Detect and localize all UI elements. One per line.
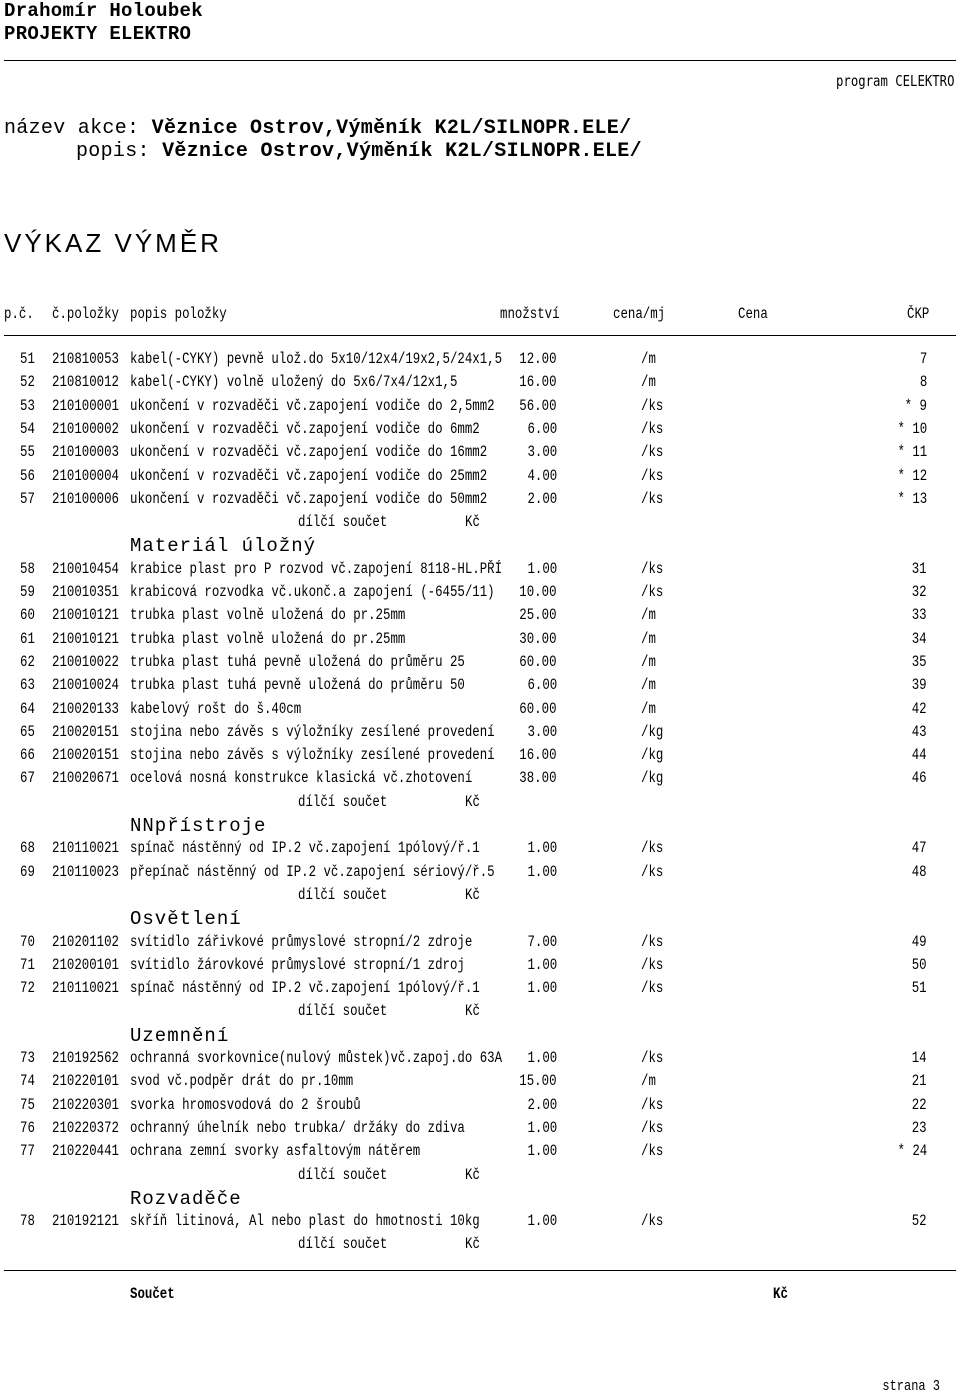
row-description: trubka plast volně uložená do pr.25mm <box>130 606 406 625</box>
row-code: 210010351 <box>52 583 119 601</box>
row-pc: 70 <box>20 932 35 951</box>
row-ckp: * 9 <box>904 396 927 415</box>
row-description: ukončení v rozvaděči vč.zapojení vodiče do 50mm2 <box>130 489 488 508</box>
row-ckp: 34 <box>912 629 927 648</box>
row-ckp: 33 <box>912 606 927 625</box>
row-description: ochranná svorkovnice(nulový můstek)vč.zapoj.do 63A <box>130 1049 503 1067</box>
row-description: kabel(-CYKY) pevně ulož.do 5x10/12x4/19x2,5/24x1,5 <box>130 350 503 368</box>
col-cena: Cena <box>738 305 768 323</box>
row-code: 210810012 <box>52 373 119 392</box>
row-description: svítidlo zářivkové průmyslové stropní/2 zdroje <box>130 932 473 951</box>
row-ckp: 48 <box>912 862 927 881</box>
row-pc: 65 <box>20 722 35 741</box>
nazev-akce-label: název akce: <box>4 117 140 140</box>
col-cislo: č.položky <box>52 305 119 323</box>
row-quantity: 38.00 <box>519 769 557 788</box>
row-pc: 53 <box>20 396 35 415</box>
row-pc: 52 <box>20 373 35 392</box>
row-code: 210100006 <box>52 489 119 508</box>
row-description: krabicová rozvodka vč.ukonč.a zapojení (-6455/11) <box>130 583 495 601</box>
subtotal-label: dílčí součet <box>298 1002 388 1021</box>
row-quantity: 7.00 <box>527 932 557 951</box>
row-ckp: 39 <box>912 676 927 695</box>
row-code: 210010022 <box>52 652 119 671</box>
row-quantity: 1.00 <box>527 979 557 998</box>
section-heading: Uzemnění <box>130 1024 230 1047</box>
row-code: 210110021 <box>52 979 119 998</box>
row-description: spínač nástěnný od IP.2 vč.zapojení 1pólový/ř.1 <box>130 839 480 858</box>
row-pc: 69 <box>20 862 35 881</box>
row-pc: 72 <box>20 979 35 998</box>
row-pc: 62 <box>20 652 35 671</box>
row-code: 210100003 <box>52 443 119 462</box>
row-code: 210220372 <box>52 1118 119 1137</box>
col-pc: p.č. <box>4 305 34 323</box>
row-description: ukončení v rozvaděči vč.zapojení vodiče do 25mm2 <box>130 466 488 485</box>
row-unit: /ks <box>641 862 664 881</box>
nazev-akce-line <box>4 117 631 140</box>
row-unit: /ks <box>641 979 664 998</box>
popis-line <box>4 140 642 163</box>
row-pc: 68 <box>20 839 35 858</box>
row-code: 210192562 <box>52 1049 119 1067</box>
subtotal-currency: Kč <box>465 513 480 532</box>
row-ckp: 32 <box>912 583 927 601</box>
row-quantity: 10.00 <box>519 583 557 601</box>
row-unit: /m <box>641 350 656 368</box>
popis-value: Věznice Ostrov,Výměník K2L/SILNOPR.ELE/ <box>162 140 642 163</box>
row-pc: 63 <box>20 676 35 695</box>
row-description: stojina nebo závěs s výložníky zesílené provedení <box>130 722 495 741</box>
row-description: ochrana zemní svorky asfaltovým nátěrem <box>130 1142 421 1161</box>
subtotal-currency: Kč <box>465 792 480 811</box>
row-quantity: 12.00 <box>519 350 557 368</box>
row-ckp: * 24 <box>897 1142 927 1161</box>
row-description: přepínač nástěnný od IP.2 vč.zapojení sériový/ř.5 <box>130 862 495 881</box>
row-quantity: 1.00 <box>527 1049 557 1067</box>
row-quantity: 4.00 <box>527 466 557 485</box>
row-unit: /m <box>641 606 656 625</box>
row-code: 210020671 <box>52 769 119 788</box>
row-quantity: 2.00 <box>527 489 557 508</box>
row-description: kabelový rošt do š.40cm <box>130 699 302 718</box>
row-quantity: 1.00 <box>527 862 557 881</box>
row-unit: /ks <box>641 419 664 438</box>
col-ckp: ČKP <box>907 305 930 323</box>
row-pc: 66 <box>20 746 35 765</box>
row-pc: 59 <box>20 583 35 601</box>
row-quantity: 30.00 <box>519 629 557 648</box>
row-description: krabice plast pro P rozvod vč.zapojení 8118-HL.PŘÍ <box>130 559 503 578</box>
row-code: 210110023 <box>52 862 119 881</box>
row-unit: /m <box>641 676 656 695</box>
row-description: trubka plast tuhá pevně uložená do průměru 50 <box>130 676 465 695</box>
company-name: PROJEKTY ELEKTRO <box>4 23 192 45</box>
row-ckp: 8 <box>919 373 927 392</box>
row-quantity: 56.00 <box>519 396 557 415</box>
row-quantity: 60.00 <box>519 652 557 671</box>
row-unit: /ks <box>641 1049 664 1067</box>
subtotal-label: dílčí součet <box>298 792 388 811</box>
section-heading: NNpřístroje <box>130 815 267 837</box>
row-unit: /ks <box>641 396 664 415</box>
section-heading: Materiál úložný <box>130 535 317 558</box>
row-unit: /ks <box>641 932 664 951</box>
col-mnozstvi: množství <box>500 305 560 323</box>
row-description: ukončení v rozvaděči vč.zapojení vodiče do 2,5mm2 <box>130 396 495 415</box>
total-currency: Kč <box>773 1285 788 1303</box>
row-code: 210810053 <box>52 350 119 368</box>
row-pc: 54 <box>20 419 35 438</box>
row-pc: 78 <box>20 1212 35 1231</box>
row-code: 210220441 <box>52 1142 119 1161</box>
row-ckp: 7 <box>919 350 927 368</box>
row-pc: 64 <box>20 699 35 718</box>
row-code: 210020151 <box>52 722 119 741</box>
row-code: 210100002 <box>52 419 119 438</box>
row-code: 210192121 <box>52 1212 119 1231</box>
row-pc: 77 <box>20 1142 35 1161</box>
row-description: trubka plast volně uložená do pr.25mm <box>130 629 406 648</box>
row-description: kabel(-CYKY) volně uložený do 5x6/7x4/12x1,5 <box>130 373 458 392</box>
row-ckp: 44 <box>912 746 927 765</box>
row-unit: /ks <box>641 1095 664 1114</box>
col-cena-mj: cena/mj <box>613 305 666 323</box>
row-pc: 71 <box>20 955 35 974</box>
total-label: Součet <box>130 1285 175 1303</box>
row-unit: /m <box>641 629 656 648</box>
row-ckp: 47 <box>912 839 927 858</box>
row-unit: /ks <box>641 466 664 485</box>
row-code: 210220301 <box>52 1095 119 1114</box>
row-quantity: 60.00 <box>519 699 557 718</box>
row-quantity: 1.00 <box>527 1212 557 1231</box>
row-unit: /ks <box>641 489 664 508</box>
nazev-akce-value: Věznice Ostrov,Výměník K2L/SILNOPR.ELE/ <box>151 117 632 140</box>
row-unit: /ks <box>641 1212 664 1231</box>
row-description: ukončení v rozvaděči vč.zapojení vodiče do 6mm2 <box>130 419 480 438</box>
row-code: 210220101 <box>52 1072 119 1091</box>
subtotal-currency: Kč <box>465 1235 480 1254</box>
row-quantity: 16.00 <box>519 373 557 392</box>
row-ckp: 51 <box>912 979 927 998</box>
page-number: strana 3 <box>882 1378 940 1395</box>
row-unit: /m <box>641 373 656 392</box>
row-unit: /kg <box>641 722 664 741</box>
row-ckp: 49 <box>912 932 927 951</box>
row-description: ocelová nosná konstrukce klasická vč.zhotovení <box>130 769 473 788</box>
row-unit: /kg <box>641 769 664 788</box>
header-divider <box>4 60 956 61</box>
row-quantity: 1.00 <box>527 1142 557 1161</box>
row-unit: /ks <box>641 1118 664 1137</box>
row-unit: /m <box>641 699 656 718</box>
col-popis: popis položky <box>130 305 227 323</box>
row-code: 210100001 <box>52 396 119 415</box>
row-ckp: * 10 <box>897 419 927 438</box>
row-quantity: 6.00 <box>527 419 557 438</box>
row-description: svod vč.podpěr drát do pr.10mm <box>130 1072 354 1091</box>
program-name: program CELEKTRO <box>835 72 954 90</box>
row-code: 210110021 <box>52 839 119 858</box>
row-quantity: 1.00 <box>527 955 557 974</box>
subtotal-label: dílčí součet <box>298 513 388 532</box>
row-code: 210201102 <box>52 932 119 951</box>
row-code: 210020133 <box>52 699 119 718</box>
row-quantity: 16.00 <box>519 746 557 765</box>
row-ckp: 31 <box>912 559 927 578</box>
row-ckp: 46 <box>912 769 927 788</box>
row-unit: /kg <box>641 746 664 765</box>
row-quantity: 3.00 <box>527 443 557 462</box>
table-header-divider <box>4 335 956 336</box>
row-code: 210010121 <box>52 606 119 625</box>
row-code: 210100004 <box>52 466 119 485</box>
row-pc: 51 <box>20 350 35 368</box>
row-pc: 58 <box>20 559 35 578</box>
total-divider <box>4 1270 956 1271</box>
subtotal-currency: Kč <box>465 1165 480 1184</box>
row-pc: 57 <box>20 489 35 508</box>
row-ckp: * 11 <box>897 443 927 462</box>
row-pc: 75 <box>20 1095 35 1114</box>
row-quantity: 15.00 <box>519 1072 557 1091</box>
row-unit: /ks <box>641 1142 664 1161</box>
row-ckp: * 13 <box>897 489 927 508</box>
row-ckp: 21 <box>912 1072 927 1091</box>
row-description: stojina nebo závěs s výložníky zesílené provedení <box>130 746 495 765</box>
row-description: svítidlo žárovkové průmyslové stropní/1 zdroj <box>130 955 465 974</box>
row-ckp: 52 <box>912 1212 927 1231</box>
row-quantity: 3.00 <box>527 722 557 741</box>
row-unit: /ks <box>641 443 664 462</box>
row-description: skříň litinová, Al nebo plast do hmotnosti 10kg <box>130 1212 480 1231</box>
row-pc: 67 <box>20 769 35 788</box>
subtotal-label: dílčí součet <box>298 885 388 904</box>
row-pc: 55 <box>20 443 35 462</box>
row-unit: /ks <box>641 955 664 974</box>
row-ckp: 23 <box>912 1118 927 1137</box>
row-pc: 74 <box>20 1072 35 1091</box>
row-quantity: 1.00 <box>527 1118 557 1137</box>
row-code: 210200101 <box>52 955 119 974</box>
row-code: 210010024 <box>52 676 119 695</box>
subtotal-currency: Kč <box>465 1002 480 1021</box>
author-name: Drahomír Holoubek <box>4 0 203 22</box>
row-unit: /ks <box>641 559 664 578</box>
row-ckp: 22 <box>912 1095 927 1114</box>
row-code: 210010454 <box>52 559 119 578</box>
row-ckp: 50 <box>912 955 927 974</box>
row-ckp: 42 <box>912 699 927 718</box>
row-quantity: 2.00 <box>527 1095 557 1114</box>
row-description: svorka hromosvodová do 2 šroubů <box>130 1095 361 1114</box>
document-title: VÝKAZ VÝMĚR <box>4 228 222 258</box>
row-pc: 73 <box>20 1049 35 1067</box>
row-ckp: * 12 <box>897 466 927 485</box>
row-pc: 61 <box>20 629 35 648</box>
row-ckp: 35 <box>912 652 927 671</box>
section-heading: Osvětlení <box>130 908 242 931</box>
row-pc: 76 <box>20 1118 35 1137</box>
subtotal-currency: Kč <box>465 885 480 904</box>
row-quantity: 25.00 <box>519 606 557 625</box>
row-quantity: 1.00 <box>527 839 557 858</box>
row-quantity: 6.00 <box>527 676 557 695</box>
section-heading: Rozvaděče <box>130 1187 242 1210</box>
row-unit: /m <box>641 652 656 671</box>
row-description: trubka plast tuhá pevně uložená do průměru 25 <box>130 652 465 671</box>
row-ckp: 14 <box>912 1049 927 1067</box>
row-description: ukončení v rozvaděči vč.zapojení vodiče do 16mm2 <box>130 443 488 462</box>
row-code: 210020151 <box>52 746 119 765</box>
subtotal-label: dílčí součet <box>298 1235 388 1254</box>
row-pc: 56 <box>20 466 35 485</box>
popis-label: popis: <box>76 140 150 163</box>
subtotal-label: dílčí součet <box>298 1165 388 1184</box>
row-description: ochranný úhelník nebo trubka/ držáky do zdiva <box>130 1118 465 1137</box>
row-unit: /ks <box>641 839 664 858</box>
row-description: spínač nástěnný od IP.2 vč.zapojení 1pólový/ř.1 <box>130 979 480 998</box>
row-pc: 60 <box>20 606 35 625</box>
row-quantity: 1.00 <box>527 559 557 578</box>
row-code: 210010121 <box>52 629 119 648</box>
row-ckp: 43 <box>912 722 927 741</box>
row-unit: /ks <box>641 583 664 601</box>
row-unit: /m <box>641 1072 656 1091</box>
